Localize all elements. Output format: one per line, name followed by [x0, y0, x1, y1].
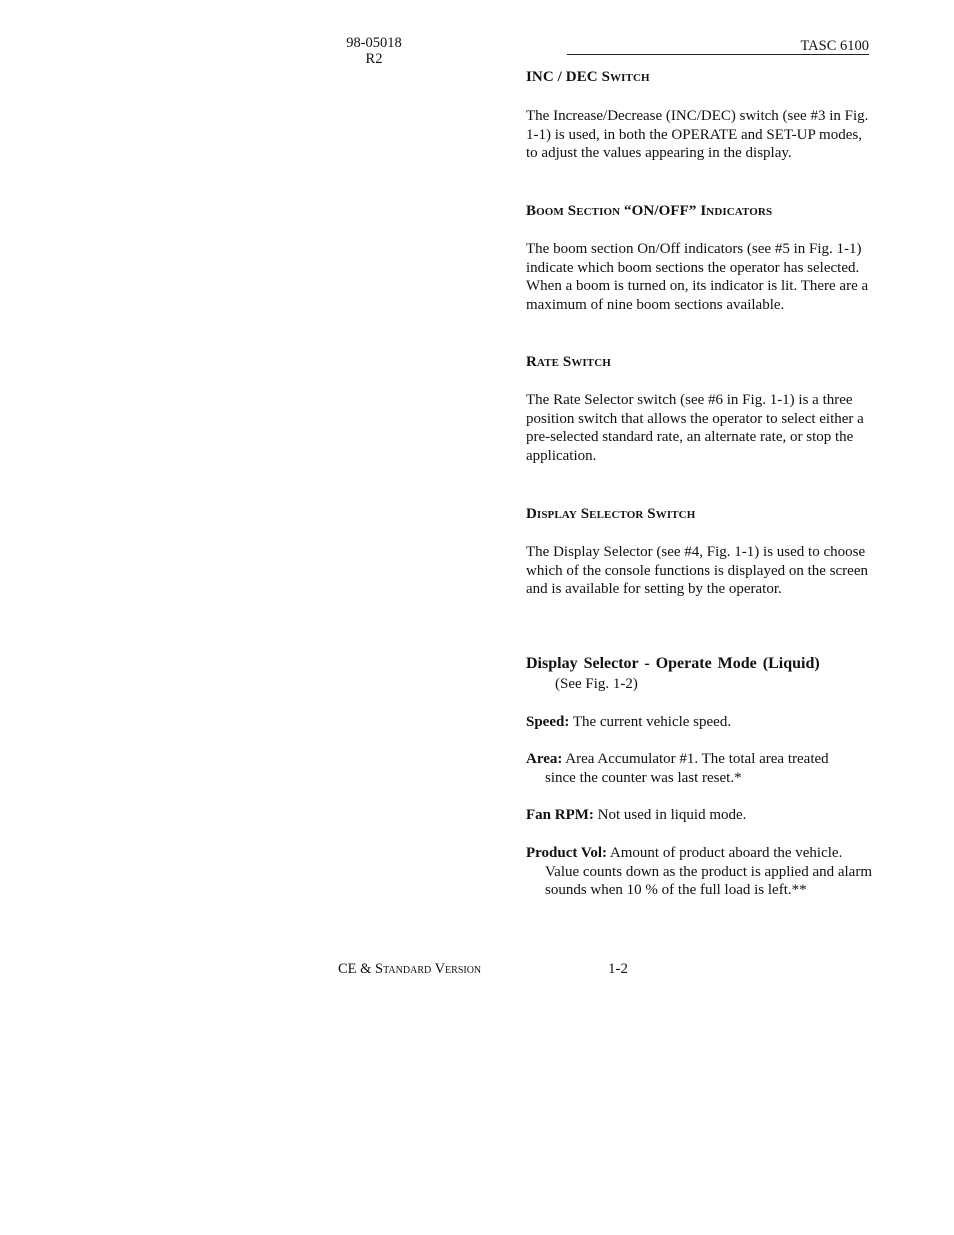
definition-text: Area Accumulator #1. The total area treated [562, 751, 829, 767]
page-number: 1-2 [608, 961, 628, 977]
definition-term: Speed: [526, 714, 570, 730]
definition-term: Fan RPM: [526, 807, 594, 823]
definition-text: Amount of product aboard the vehicle. [606, 845, 843, 861]
header-title: TASC 6100 [800, 38, 869, 54]
operate-mode-subheading: (See Fig. 1-2) [555, 676, 638, 692]
section-heading-display-selector: Display Selector Switch [526, 506, 696, 522]
definition-continuation: since the counter was last reset.* [545, 769, 742, 786]
definition-term: Product Vol: [526, 845, 607, 861]
document-number [343, 35, 405, 67]
definition-speed [526, 713, 872, 732]
section-body-boom-indicators: The boom section On/Off indicators (see #5 in Fig. 1-1) indicate which boom sections the operator has selected. When a boom is turned on, its indicator is lit. There are a maximum of nine boom sections available. [526, 241, 869, 314]
definition-term: Area: [526, 751, 563, 767]
definition-text: Not used in liquid mode. [593, 807, 747, 823]
definition-continuation: Value counts down as the product is applied and alarm sounds when 10 % of the full load is left.** [545, 863, 872, 899]
section-heading-rate-switch: Rate Switch [526, 354, 611, 370]
section-heading-inc-dec: INC / DEC Switch [526, 69, 650, 85]
section-heading-boom-indicators: Boom Section “ON/OFF” Indicators [526, 203, 773, 219]
document-revision: R2 [365, 51, 383, 67]
section-body-display-selector: The Display Selector (see #4, Fig. 1-1) is used to choose which of the console functions is displayed on the screen and is available for setting by the operator. [526, 544, 868, 598]
footer-version: CE & Standard Version [338, 961, 482, 977]
definition-text: The current vehicle speed. [569, 714, 732, 730]
section-body-rate-switch: The Rate Selector switch (see #6 in Fig. 1-1) is a three position switch that allows the operator to select either a pre-selected standard rate, an alternate rate, or stop the application. [526, 392, 864, 465]
definition-area [526, 750, 872, 787]
definition-fan-rpm [526, 806, 872, 825]
document-number-line1: 98-05018 [346, 35, 402, 51]
definition-product-vol [526, 844, 872, 900]
operate-mode-heading: Display Selector - Operate Mode (Liquid) [526, 655, 820, 672]
section-body-inc-dec: The Increase/Decrease (INC/DEC) switch (see #3 in Fig. 1-1) is used, in both the OPERATE and SET-UP modes, to adjust the values appearing in the display. [526, 108, 869, 162]
header-rule [567, 54, 869, 55]
